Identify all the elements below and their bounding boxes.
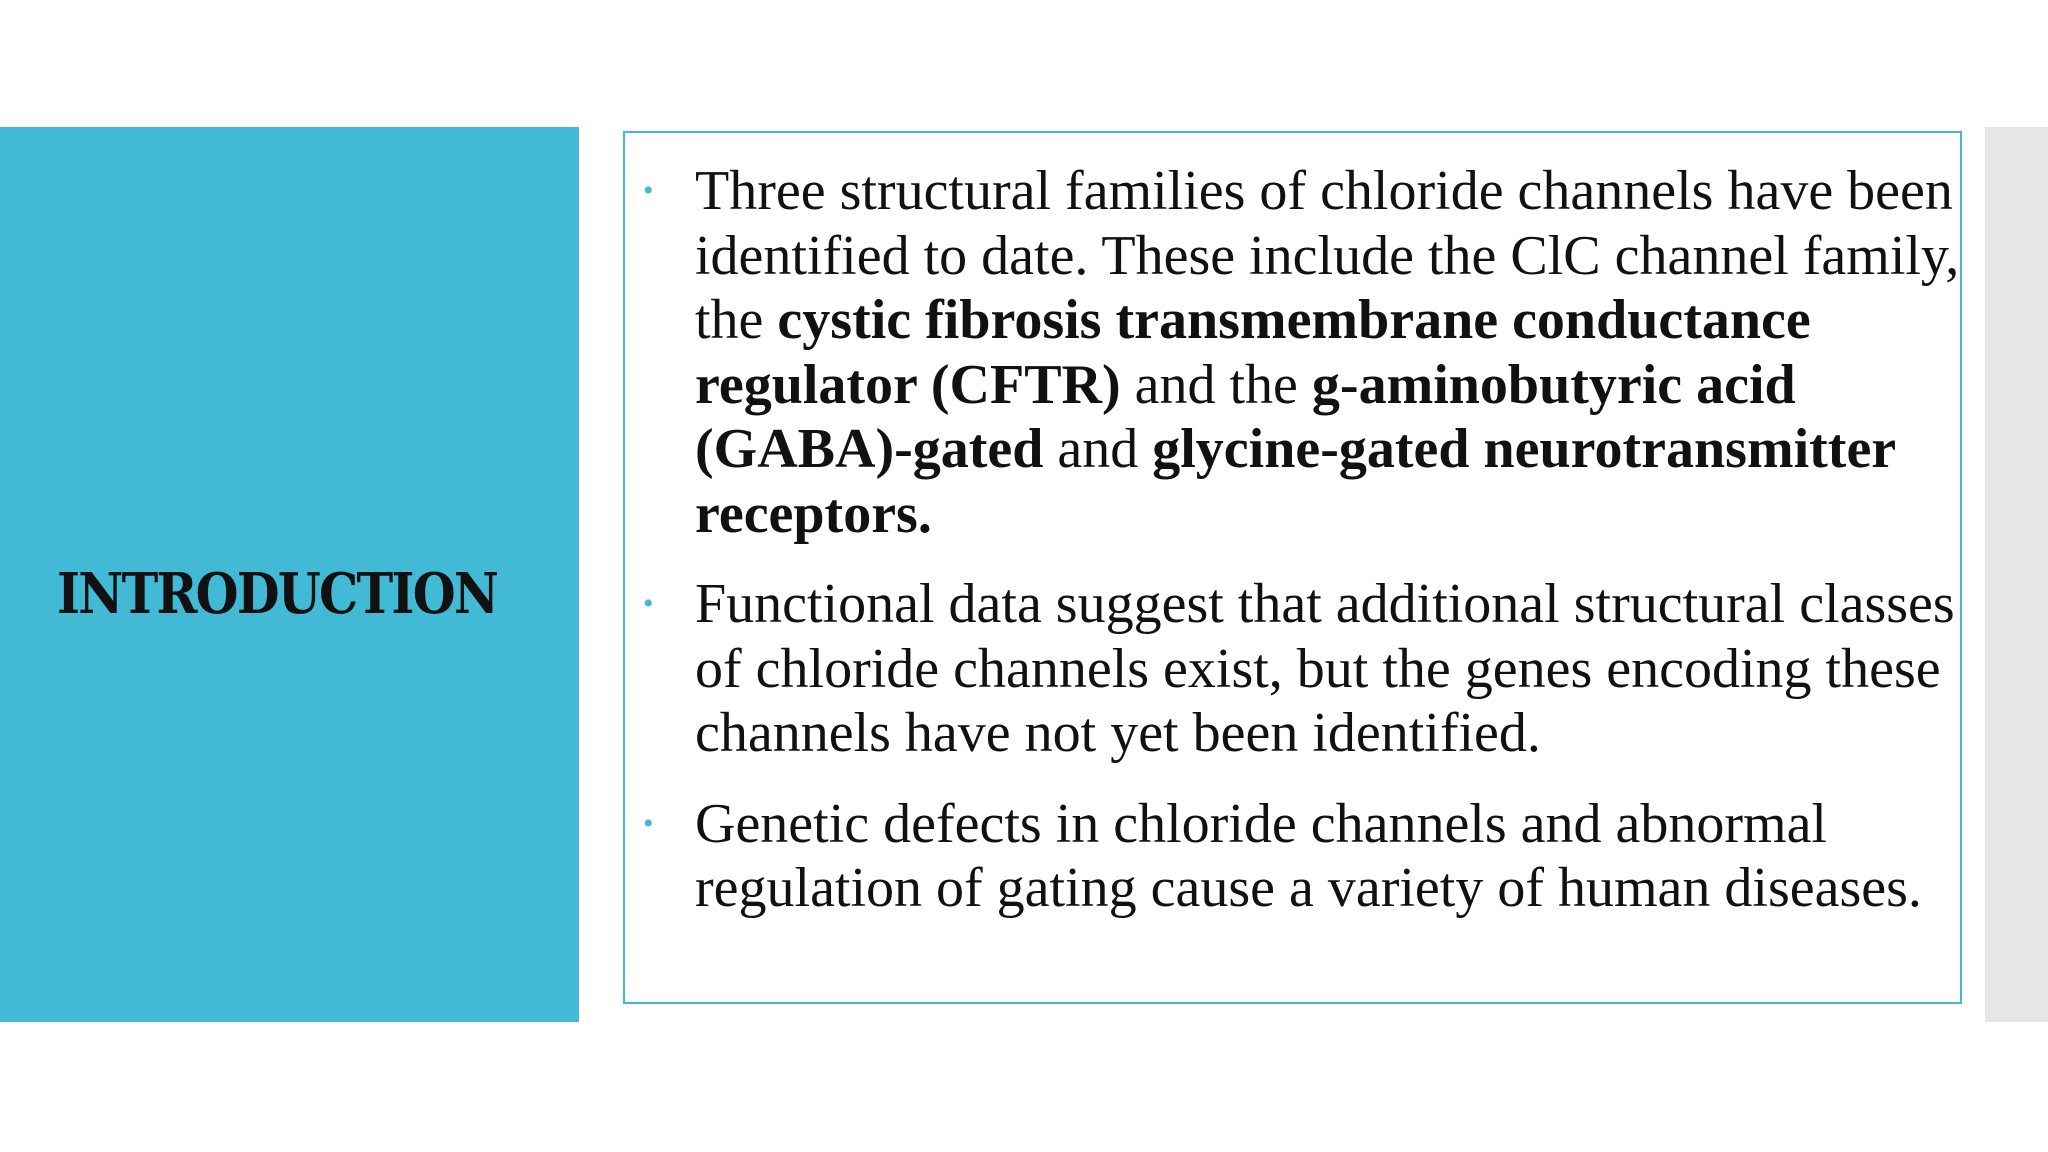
bullet-text: Genetic defects in chloride channels and abnormal regulation of gating cause a variety of human diseases. [695, 792, 1922, 919]
bullet-item-chloride-families [643, 159, 1963, 546]
side-accent-bar [1985, 127, 2048, 1022]
bullet-text: Three structural families of chloride channels have been identified to date. These include the ClC channel family, the [695, 160, 1960, 351]
bullet-text: and [1043, 418, 1153, 480]
bullet-dot-icon: • [643, 806, 654, 840]
slide-title: INTRODUCTION [57, 561, 498, 627]
bullet-dot-icon: • [643, 174, 654, 207]
bullet-text: and the [1120, 353, 1312, 416]
bullet-bold-text: cystic fibrosis transmembrane conductance regulator (CFTR) [695, 289, 1811, 416]
bullet-dot-icon: • [643, 587, 654, 620]
bullet-list [643, 159, 1963, 947]
content-box [623, 131, 1962, 1004]
bullet-bold-text: glycine-gated neurotransmitter receptors. [695, 418, 1896, 545]
bullet-item-genetic-defects [643, 792, 1963, 921]
bullet-item-functional-data [643, 572, 1963, 766]
bullet-bold-text: g-aminobutyric acid (GABA)-gated [695, 353, 1796, 480]
bullet-text: Functional data suggest that additional structural classes of chloride channels exist, but the genes encoding these channels have not yet been identified. [695, 573, 1955, 764]
